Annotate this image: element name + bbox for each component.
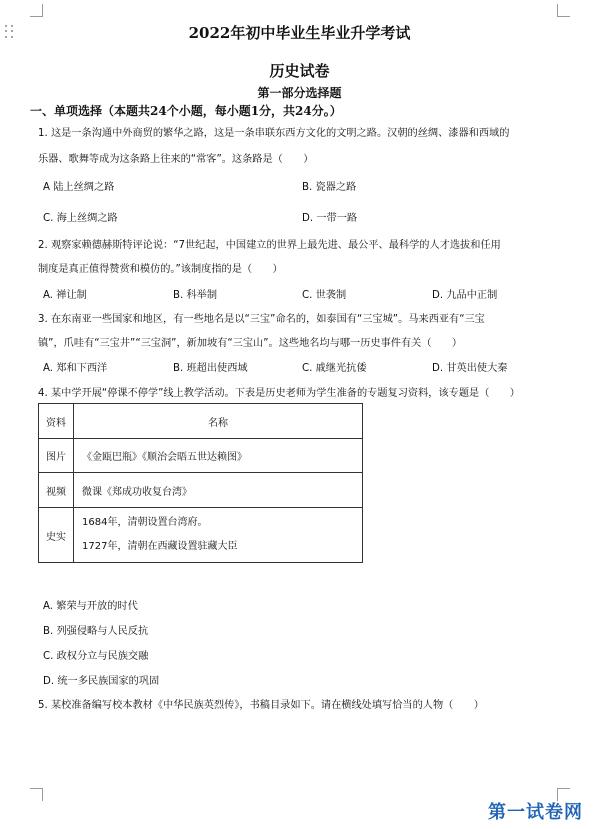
question-4-option-c: C. 政权分立与民族交融 xyxy=(43,651,149,662)
question-2-option-b: B. 科举制 xyxy=(173,290,218,301)
question-3-option-b: B. 班超出使西域 xyxy=(173,363,248,374)
question-2-option-a: A. 禅让制 xyxy=(43,290,87,301)
question-1-option-a: A 陆上丝绸之路 xyxy=(43,182,115,193)
question-2-line-1: 2. 观察家赖德赫斯特评论说：“7世纪起，中国建立的世界上最先进、最公平、最科学的人才选拔和任用 xyxy=(38,240,501,251)
exam-title: 2022年初中毕业生毕业升学考试 xyxy=(188,24,411,42)
question-4-option-a: A. 繁荣与开放的时代 xyxy=(43,601,138,612)
question-1-option-b: B. 瓷器之路 xyxy=(302,182,357,193)
page-corner-mark xyxy=(30,788,43,801)
page-corner-mark xyxy=(557,4,570,17)
question-4-line-1: 4. 某中学开展“停课不停学”线上教学活动。下表是历史老师为学生准备的专题复习资料，该专题是（ ） xyxy=(38,388,520,399)
question-3-option-c: C. 戚继光抗倭 xyxy=(302,363,367,374)
table-cell-type: 史实 xyxy=(39,508,74,563)
table-cell-line: 1684年，清朝设置台湾府。 xyxy=(82,517,208,528)
question-1-option-c: C. 海上丝绸之路 xyxy=(43,213,118,224)
exam-subtitle: 历史试卷 xyxy=(269,62,330,80)
question-3-line-1: 3. 在东南亚一些国家和地区，有一些地名是以“三宝”命名的，如泰国有“三宝城”。马来西亚有“三宝 xyxy=(38,314,485,325)
question-2-option-c: C. 世袭制 xyxy=(302,290,347,301)
question-3-line-2: 镇”，爪哇有“三宝井”“三宝洞”，新加坡有“三宝山”。这些地名均与哪一历史事件有关（ ） xyxy=(38,338,463,349)
table-cell-content: 《金瓯巴瓶》《顺治会晤五世达赖图》 xyxy=(74,439,363,473)
table-row xyxy=(39,508,363,563)
question-2-line-2: 制度是真正值得赞赏和模仿的。”该制度指的是（ ） xyxy=(38,264,283,275)
table-header-type: 资料 xyxy=(39,404,74,439)
table-cell-type: 图片 xyxy=(39,439,74,473)
table-cell-content: 微课《郑成功收复台湾》 xyxy=(74,473,363,508)
question-4-option-d: D. 统一多民族国家的巩固 xyxy=(43,676,160,687)
question-1-line-1: 1. 这是一条沟通中外商贸的繁华之路，这是一条串联东西方文化的文明之路。汉朝的丝绸、漆器和西域的 xyxy=(38,128,510,139)
page-corner-mark xyxy=(30,4,43,17)
question-2-option-d: D. 九品中正制 xyxy=(432,290,498,301)
section-heading: 一、单项选择（本题共24个小题，每小题1分，共24分。） xyxy=(30,104,342,118)
table-row xyxy=(39,473,363,508)
table-cell-content xyxy=(74,508,363,563)
table-header-name: 名称 xyxy=(74,404,363,439)
question-1-option-d: D. 一带一路 xyxy=(302,213,358,224)
table-cell-type: 视频 xyxy=(39,473,74,508)
review-material-table xyxy=(38,403,363,563)
question-4-option-b: B. 列强侵略与人民反抗 xyxy=(43,626,149,637)
question-3-option-d: D. 甘英出使大秦 xyxy=(432,363,508,374)
table-header-row xyxy=(39,404,363,439)
watermark-logo: 第一试卷网 xyxy=(488,802,583,823)
question-3-option-a: A. 郑和下西洋 xyxy=(43,363,108,374)
question-1-line-2: 乐器、歌舞等成为这条路上往来的“常客”。这条路是（ ） xyxy=(38,154,314,165)
table-cell-line: 1727年，清朝在西藏设置驻藏大臣 xyxy=(82,541,238,552)
table-row xyxy=(39,439,363,473)
question-5-line-1: 5. 某校准备编写校本教材《中华民族英烈传》，书稿目录如下。请在横线处填写恰当的人物（ ） xyxy=(38,700,484,711)
part-heading: 第一部分选择题 xyxy=(257,86,342,100)
